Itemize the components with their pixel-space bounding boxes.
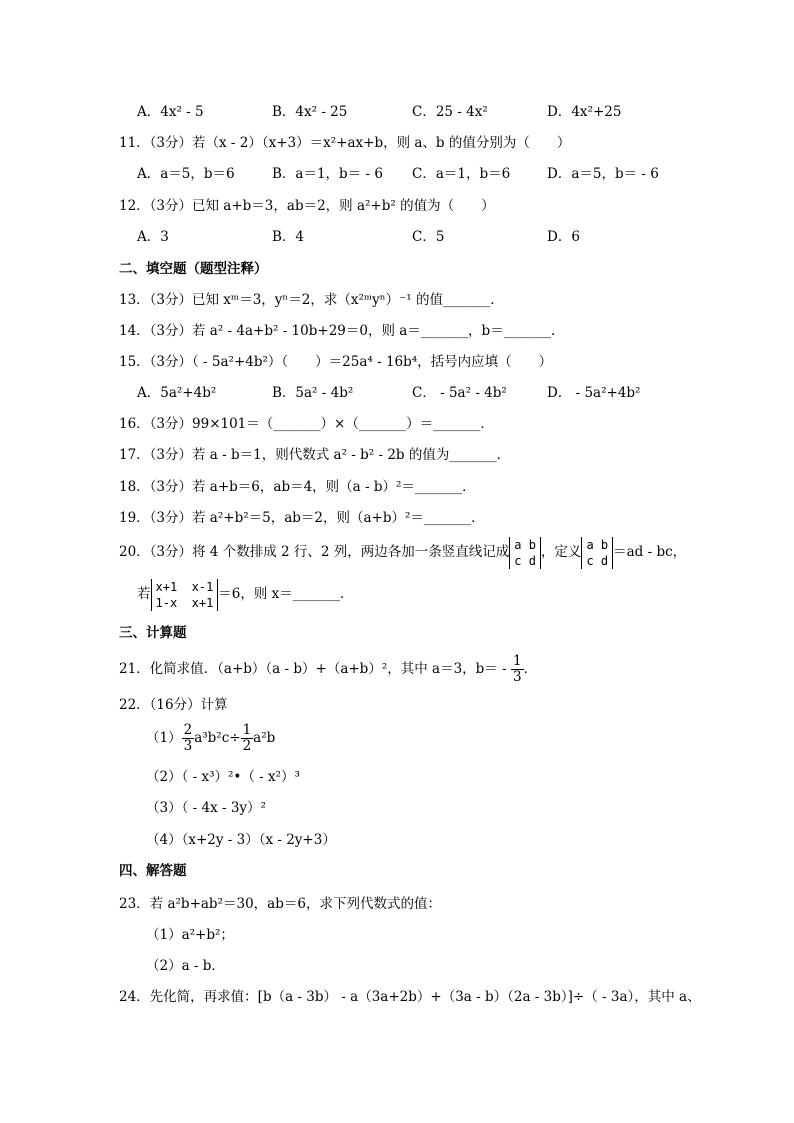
- q20-determinant-x: [151, 579, 219, 611]
- q20-determinant-abcd-def: [581, 537, 613, 569]
- q21-text: 21．化简求值．（a+b）（a - b）+（a+b）²，其中 a＝3，b＝ -: [119, 661, 511, 677]
- det-row: c d: [586, 553, 609, 568]
- det-row: c d: [514, 553, 536, 568]
- q22-item1-end: a²b: [253, 730, 276, 746]
- q10-option-c: C．25 - 4x²: [412, 104, 488, 120]
- q15-option-a: A．5a²+4b²: [137, 385, 217, 401]
- q11-option-a: A．a＝5，b＝6: [137, 166, 235, 182]
- det-row: a b: [586, 537, 609, 552]
- q10-option-d: D．4x²+25: [547, 104, 622, 120]
- frac-num: 2: [183, 722, 193, 738]
- q11-option-d: D．a＝5，b＝ - 6: [547, 166, 659, 182]
- q12-stem: 12．（3分）已知 a+b＝3，ab＝2，则 a²+b² 的值为（ ）: [119, 198, 495, 214]
- q17: 17．（3分）若 a - b＝1，则代数式 a² - b² - 2b 的值为_______．: [119, 447, 511, 463]
- frac-num: 1: [242, 722, 252, 738]
- q23-stem: 23．若 a²b+ab²＝30，ab＝6，求下列代数式的值：: [119, 896, 441, 912]
- section-fill-in-heading: 二、填空题（题型注释）: [119, 261, 268, 277]
- q20-text-part3: ＝ad - bc，: [613, 544, 687, 560]
- det-row: a b: [514, 537, 536, 552]
- q20-line1: [119, 534, 686, 570]
- q19: 19．（3分）若 a²+b²＝5，ab＝2，则（a+b）²＝_______．: [119, 510, 485, 526]
- q12-option-b: B．4: [272, 229, 305, 245]
- q13: 13．（3分）已知 xᵐ＝3，yⁿ＝2，求（x²ᵐyⁿ）⁻¹ 的值_______．: [119, 292, 504, 308]
- q20-line2: [137, 576, 354, 612]
- frac-den: 2: [242, 738, 252, 754]
- q15-option-b: B．5a² - 4b²: [272, 385, 354, 401]
- frac-num: 1: [512, 653, 522, 669]
- q22-stem: 22．（16分）计算: [119, 697, 228, 713]
- det-row: x+1 x-1: [155, 579, 214, 594]
- q21-fraction: [511, 654, 524, 685]
- q20-determinant-abcd: [509, 537, 541, 569]
- q20-suffix: ＝6，则 x＝_______．: [218, 586, 354, 602]
- q12-option-a: A．3: [137, 229, 169, 245]
- q18: 18．（3分）若 a+b＝6，ab＝4，则（a - b）²＝_______．: [119, 479, 476, 495]
- q20-text-part1: 20．（3分）将 4 个数排成 2 行、2 列，两边各加一条竖直线记成: [119, 544, 510, 560]
- frac-den: 3: [512, 669, 522, 685]
- q22-item2: （2）（ - x³）²•（ - x²）³: [146, 769, 300, 785]
- q11-stem: 11．（3分）若（x - 2）（x+3）＝x²+ax+b，则 a、b 的值分别为（ ）: [119, 135, 571, 151]
- q22-item3: （3）（ - 4x - 3y）²: [146, 800, 266, 816]
- section-answer-heading: 四、解答题: [119, 863, 187, 879]
- q15-option-c: C． - 5a² - 4b²: [412, 385, 507, 401]
- q20-text-part2: ，定义: [540, 544, 582, 560]
- q23-item2: （2）a - b．: [146, 958, 225, 974]
- q22-item1: [146, 721, 275, 755]
- q11-option-b: B．a＝1，b＝ - 6: [272, 166, 383, 182]
- q22-item1-prefix: （1）: [146, 730, 182, 746]
- q15-stem: 15．（3分）（ - 5a²+4b²）（ ）＝25a⁴ - 16b⁴，括号内应填（ ）: [119, 354, 553, 370]
- q20-prefix: 若: [137, 586, 151, 602]
- q10-option-a: A．4x² - 5: [137, 104, 204, 120]
- q21: [119, 652, 537, 686]
- q22-item1-mid: a³b²c÷: [194, 730, 241, 746]
- frac-den: 3: [183, 738, 193, 754]
- q23-item1: （1）a²+b²；: [146, 927, 234, 943]
- q15-option-d: D． - 5a²+4b²: [547, 385, 641, 401]
- q21-end: ．: [523, 661, 538, 677]
- q24: 24．先化简，再求值：[b（a - 3b） - a（3a+2b）+（3a - b）（2a - 3b）]÷（ - 3a），其中 a、: [119, 989, 701, 1005]
- q10-option-b: B．4x² - 25: [272, 104, 348, 120]
- q14: 14．（3分）若 a² - 4a+b² - 10b+29＝0，则 a＝_______，b＝_______．: [119, 323, 565, 339]
- q22-fraction-2: [241, 723, 254, 754]
- q22-item4: （4）（x+2y - 3）（x - 2y+3）: [146, 832, 336, 848]
- q11-option-c: C．a＝1，b＝6: [412, 166, 511, 182]
- det-row: 1-x x+1: [155, 595, 214, 610]
- q12-option-d: D．6: [547, 229, 580, 245]
- section-calc-heading: 三、计算题: [119, 625, 187, 641]
- q16: 16．（3分）99×101＝（_______）×（_______）＝_______．: [119, 416, 494, 432]
- q12-option-c: C．5: [412, 229, 445, 245]
- q22-fraction-1: [182, 723, 195, 754]
